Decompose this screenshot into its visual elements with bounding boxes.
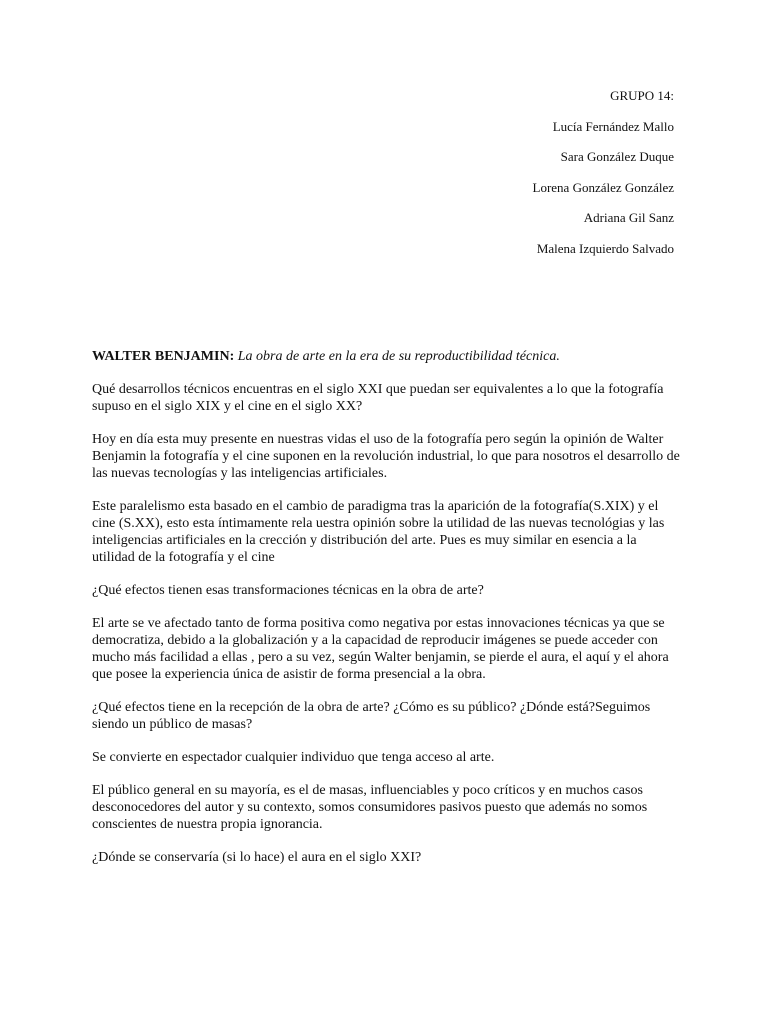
question-paragraph: ¿Dónde se conservaría (si lo hace) el aura en el siglo XXI?: [92, 850, 422, 865]
group-header: [533, 87, 674, 271]
answer-paragraph: Este paralelismo esta basado en el cambio de paradigma tras la aparición de la fotografía(S.XIX) y el cine (S.XX), esto esta íntimamente rela uestra opinión sobre la utilidad de las nuevas tecnológias y las inteligencias artificiales en la crección y distribución del arte. Pues es muy similar en esencia a la utilidad de la fotografía y el cine: [92, 499, 665, 565]
answer-paragraph: El arte se ve afectado tanto de forma positiva como negativa por estas innovaciones técnicas ya que se democratiza, debido a la globalización y a la capacidad de reproducir imágenes se puede acceder con mucho más facilidad a ellas , pero a su vez, según Walter benjamin, se pierde el aura, el aquí y el ahora que posee la experiencia única de asistir de forma presencial a la obra.: [92, 616, 669, 682]
document-title: [92, 348, 682, 365]
title-author: WALTER BENJAMIN:: [92, 349, 235, 364]
answer-paragraph: Hoy en día esta muy presente en nuestras vidas el uso de la fotografía pero según la opinión de Walter Benjamin la fotografía y el cine suponen en la revolución industrial, lo que para nosotros el desarrollo de las nuevas tecnologías y las inteligencias artificiales.: [92, 432, 680, 481]
member-name: Malena Izquierdo Salvado: [536, 240, 674, 256]
answer-paragraph: Se convierte en espectador cualquier individuo que tenga acceso al arte.: [92, 750, 495, 765]
member-name: Adriana Gil Sanz: [583, 210, 674, 226]
title-work: La obra de arte en la era de su reproductibilidad técnica.: [237, 349, 560, 364]
question-paragraph: ¿Qué efectos tiene en la recepción de la obra de arte? ¿Cómo es su público? ¿Dónde está?Seguimos siendo un público de masas?: [92, 700, 651, 732]
answer-paragraph: El público general en su mayoría, es el de masas, influenciables y poco críticos y en muchos casos desconocedores del autor y su contexto, somos consumidores pasivos puesto que además no somos conscientes de nuestra propia ignorancia.: [92, 783, 648, 832]
question-paragraph: ¿Qué efectos tienen esas transformaciones técnicas en la obra de arte?: [92, 583, 484, 598]
member-name: Lucía Fernández Mallo: [552, 118, 674, 134]
member-name: Lorena González González: [532, 179, 674, 195]
member-name: Sara González Duque: [560, 149, 674, 165]
group-label: GRUPO 14:: [610, 88, 674, 103]
question-paragraph: Qué desarrollos técnicos encuentras en el siglo XXI que puedan ser equivalentes a lo que la fotografía supuso en el siglo XIX y el cine en el siglo XX?: [92, 382, 664, 414]
document-body: [92, 348, 682, 882]
